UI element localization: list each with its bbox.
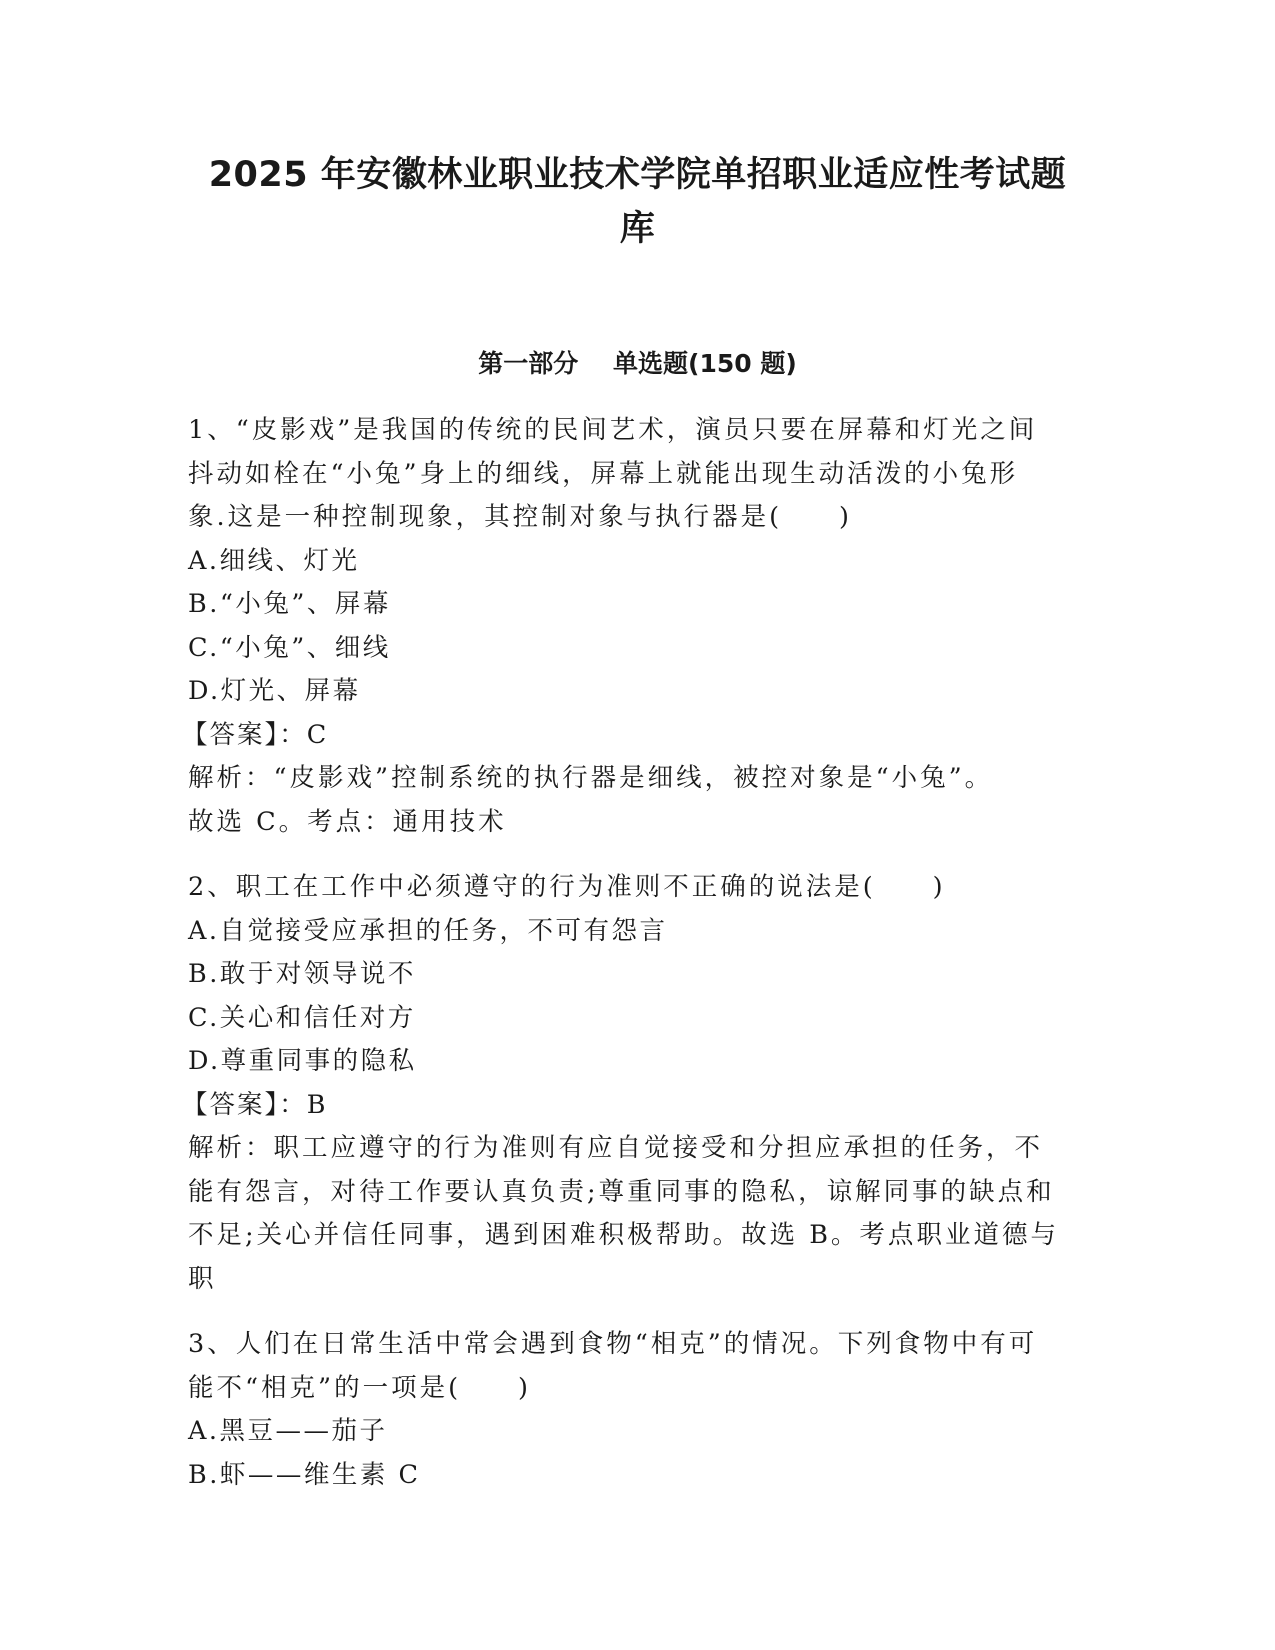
answer-label: 【答案】：C (182, 719, 329, 750)
explanation-line: 解析：“皮影戏”控制系统的执行器是细线，被控对象是“小兔”。 (188, 763, 994, 793)
question-2 (182, 866, 1078, 1301)
explanation-line: 故选 C。考点：通用技术 (188, 806, 507, 837)
document-title-line-1: 2025 年安徽林业职业技术学院单招职业适应性考试题 (208, 155, 1067, 195)
option-c: C.“小兔”、细线 (188, 632, 391, 663)
question-3 (188, 1323, 1078, 1497)
option-d: D.灯光、屏幕 (188, 676, 361, 706)
question-stem-line: 1、“皮影戏”是我国的传统的民间艺术，演员只要在屏幕和灯光之间 (188, 415, 1038, 445)
explanation-line: 职 (188, 1263, 217, 1294)
option-a: A.自觉接受应承担的任务，不可有怨言 (188, 915, 668, 946)
option-b: B.虾——维生素 C (188, 1459, 421, 1490)
question-stem-line: 能不“相克”的一项是( ) (188, 1372, 531, 1403)
question-1 (182, 409, 1078, 844)
option-b: B.敢于对领导说不 (188, 959, 416, 989)
question-stem-line: 象.这是一种控制现象，其控制对象与执行器是( ) (188, 502, 853, 532)
option-b: B.“小兔”、屏幕 (188, 589, 391, 619)
explanation-line: 不足;关心并信任同事，遇到困难积极帮助。故选 B。考点职业道德与 (188, 1220, 1059, 1250)
option-c: C.关心和信任对方 (188, 1002, 416, 1033)
question-stem-line: 3、人们在日常生活中常会遇到食物“相克”的情况。下列食物中有可 (188, 1329, 1038, 1359)
question-stem-line: 抖动如栓在“小兔”身上的细线，屏幕上就能出现生动活泼的小兔形 (188, 458, 1019, 489)
document-title-line-2: 库 (619, 209, 656, 249)
option-a: A.黑豆——茄子 (188, 1416, 388, 1446)
section-heading: 第一部分 单选题(150 题) (478, 349, 797, 378)
document-title (150, 148, 1125, 256)
option-a: A.细线、灯光 (188, 545, 360, 576)
explanation-line: 能有怨言，对待工作要认真负责;尊重同事的隐私，谅解同事的缺点和 (188, 1176, 1055, 1207)
answer-label: 【答案】：B (182, 1089, 328, 1120)
question-stem-line: 2、职工在工作中必须遵守的行为准则不正确的说法是( ) (188, 872, 946, 902)
option-d: D.尊重同事的隐私 (188, 1046, 417, 1076)
question-list (182, 409, 1078, 1519)
explanation-line: 解析：职工应遵守的行为准则有应自觉接受和分担应承担的任务，不 (188, 1133, 1044, 1163)
